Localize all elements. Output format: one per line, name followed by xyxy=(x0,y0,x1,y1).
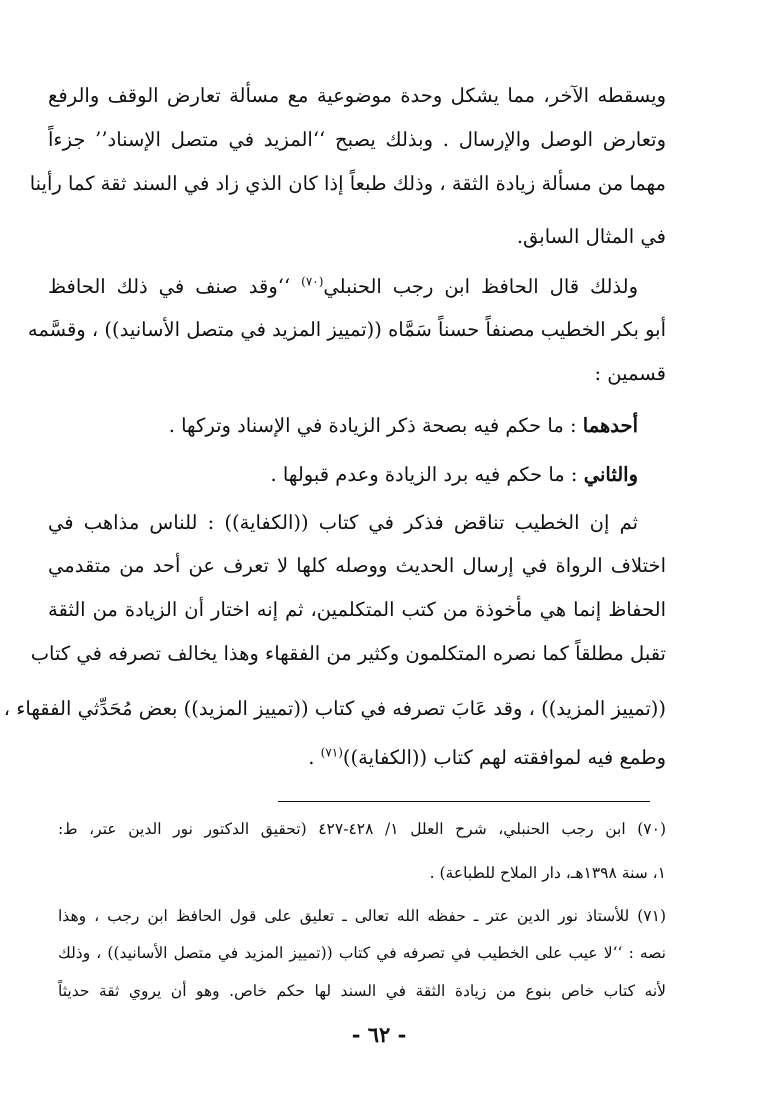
footnote-70-line-2: ١، سنة ١٣٩٨هـ، دار الملاح للطباعة) . xyxy=(429,864,666,882)
footnote-ref-71: (٧١) xyxy=(320,745,343,760)
body-line-15-end: . xyxy=(308,746,315,769)
page-number: - ٦٢ - xyxy=(351,1022,407,1047)
footnote-71-line-1: (٧١) للأستاذ نور الدين عتر ـ حفظه الله تعالى ـ تعليق على قول الحافظ ابن رجب ، وهذا xyxy=(58,907,666,925)
body-line-5 xyxy=(48,274,638,300)
body-line-10: ثم إن الخطيب تناقض فذكر في كتاب ((الكفاية)) : للناس مذاهب في xyxy=(48,511,638,534)
body-line-15-text: وطمع فيه لموافقته لهم كتاب ((الكفاية)) xyxy=(342,746,666,769)
body-line-2: وتعارض الوصل والإرسال . وبذلك يصبح ‘‘المزيد في متصل الإسناد’’ جزءاً xyxy=(48,128,666,151)
footnote-71-line-3: لأنه كتاب خاص بنوع من زيادة الثقة في السند لها حكم خاص. وهو أن يروي ثقة حديثاً xyxy=(58,982,666,1000)
division-one-label: أحدهما xyxy=(582,414,638,437)
footnote-70-line-1: (٧٠) ابن رجب الحنبلي، شرح العلل ١/ ٤٢٨-٤٢٧ (تحقيق الدكتور نور الدين عتر، ط: xyxy=(58,820,666,838)
footnote-separator xyxy=(278,801,650,802)
division-two xyxy=(48,462,638,488)
body-line-6: أبو بكر الخطيب مصنفاً حسناً سَمَّاه ((تمييز المزيد في متصل الأسانيد)) ، وقسَّمه xyxy=(27,318,666,341)
division-two-label: والثاني xyxy=(583,463,638,486)
division-one xyxy=(48,413,638,439)
body-line-4: في المثال السابق. xyxy=(516,225,666,248)
body-line-5-text: ولذلك قال الحافظ ابن رجب الحنبلي xyxy=(323,275,638,298)
footnote-71-line-2: نصه : ‘‘لا عيب على الخطيب في تصرفه في كتاب ((تمييز المزيد في متصل الأسانيد)) ، وذلك xyxy=(58,944,666,962)
body-line-11: اختلاف الرواة في إرسال الحديث ووصله كلها لا تعرف عن أحد من متقدمي xyxy=(48,554,666,577)
body-line-7: قسمين : xyxy=(594,362,666,385)
division-two-text: : ما حكم فيه برد الزيادة وعدم قبولها . xyxy=(270,463,578,486)
division-one-text: : ما حكم فيه بصحة ذكر الزيادة في الإسناد وتركها . xyxy=(168,414,577,437)
body-line-1: ويسقطه الآخر، مما يشكل وحدة موضوعية مع مسألة تعارض الوقف والرفع xyxy=(48,84,666,107)
body-line-12: الحفاظ إنما هي مأخوذة من كتب المتكلمين، ثم إنه اختار أن الزيادة من الثقة xyxy=(48,598,666,621)
body-line-14: ((تمييز المزيد)) ، وقد عَابَ تصرفه في كتاب ((تمييز المزيد)) بعض مُحَدِّثي الفقهاء ، xyxy=(3,697,666,720)
footnote-ref-70: (٧٠) xyxy=(301,274,324,289)
body-line-13: تقبل مطلقاً كما نصره المتكلمون وكثير من الفقهاء وهذا يخالف تصرفه في كتاب xyxy=(30,642,666,665)
body-line-15 xyxy=(48,745,666,771)
body-line-3: مهما من مسألة زيادة الثقة ، وذلك طبعاً إذا كان الذي زاد في السند ثقة كما رأينا xyxy=(29,172,666,195)
body-line-5-rest: ‘‘وقد صنف في ذلك الحافظ xyxy=(48,275,291,298)
